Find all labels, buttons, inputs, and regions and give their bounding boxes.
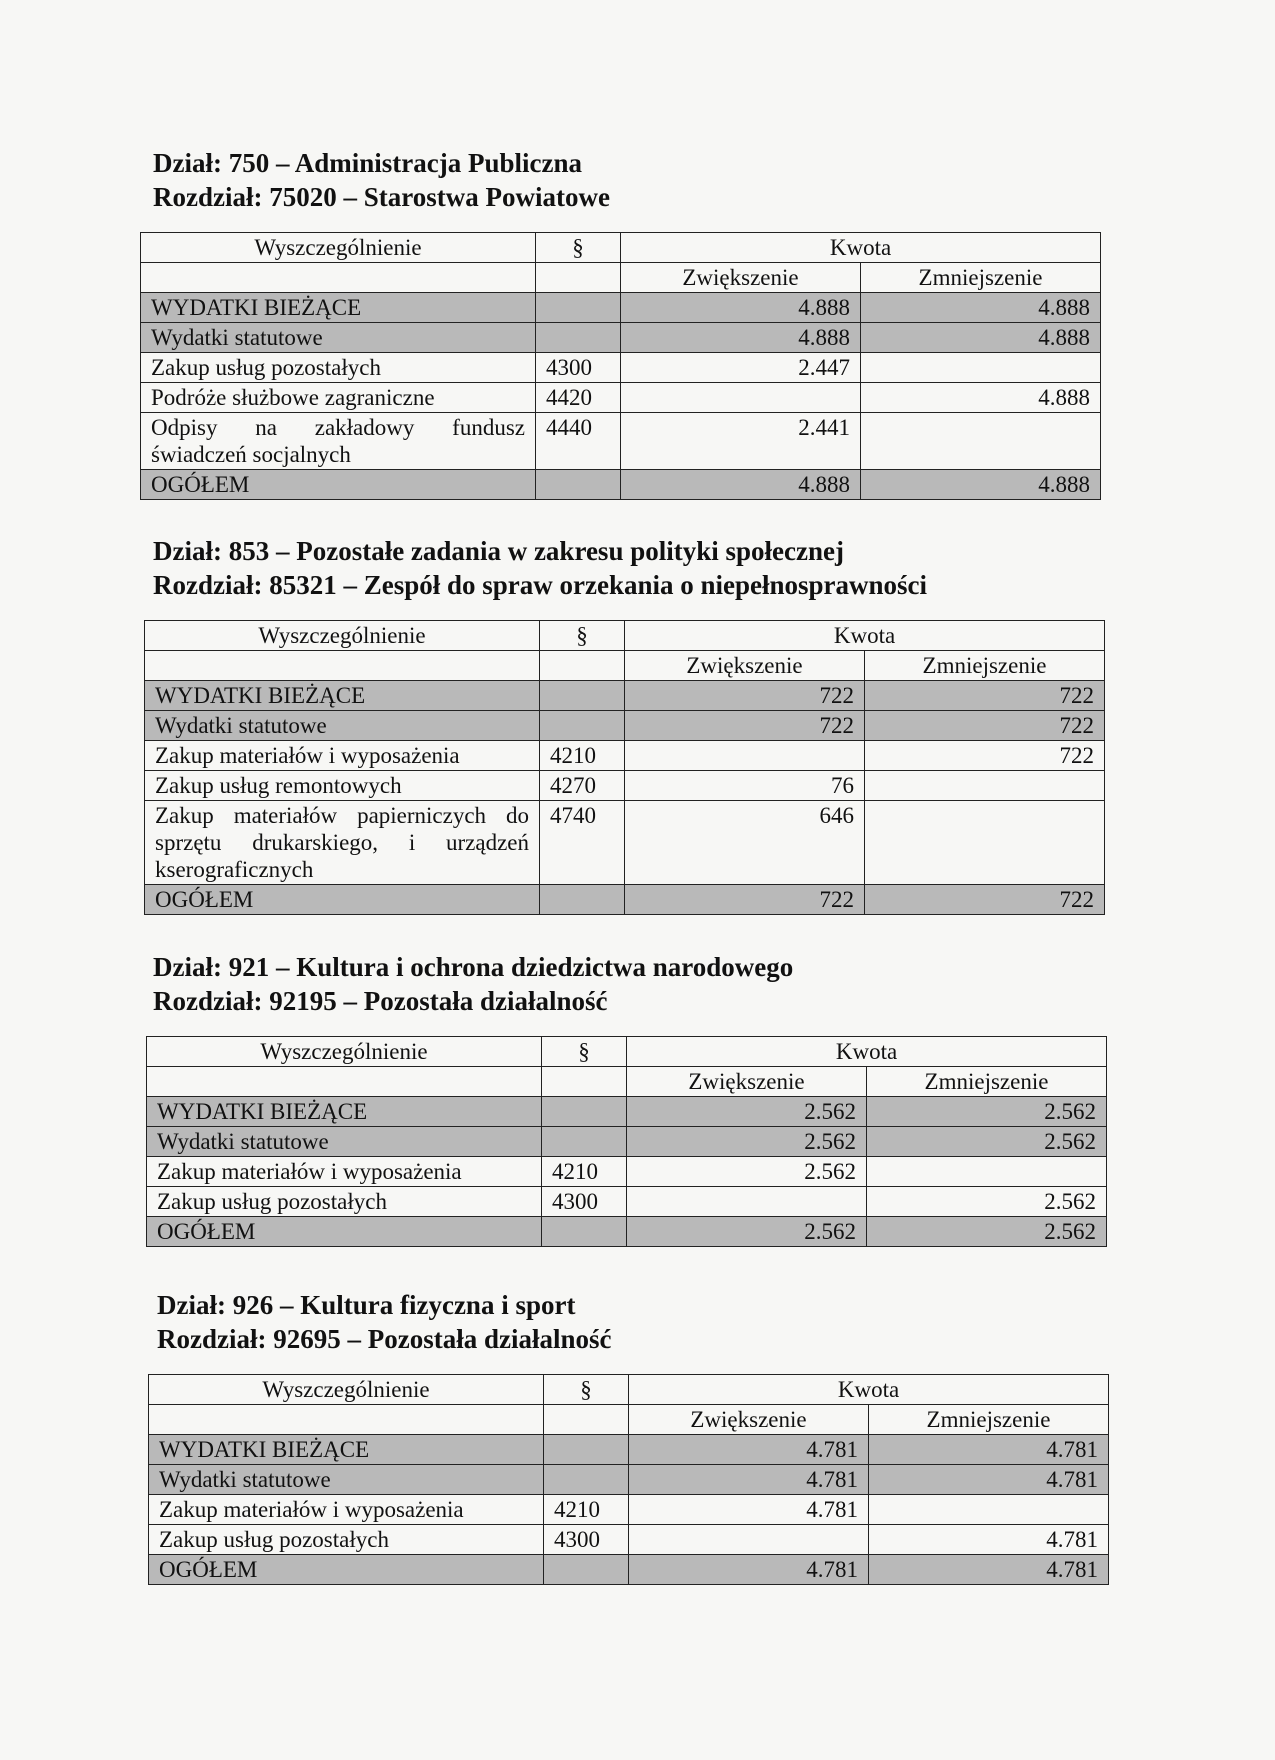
row-decrease — [865, 771, 1105, 801]
row-para: 4300 — [536, 353, 621, 383]
table-row — [147, 1157, 1107, 1187]
row-decrease: 2.562 — [867, 1187, 1107, 1217]
subheader-empty — [145, 651, 540, 681]
header-increase: Zwiększenie — [625, 651, 865, 681]
row-para — [542, 1097, 627, 1127]
row-desc: Podróże służbowe zagraniczne — [141, 383, 536, 413]
row-decrease: 4.781 — [869, 1555, 1109, 1585]
header-amount: Kwota — [621, 233, 1101, 263]
header-decrease: Zmniejszenie — [861, 263, 1101, 293]
row-para: 4300 — [542, 1187, 627, 1217]
header-decrease: Zmniejszenie — [867, 1067, 1107, 1097]
table-row — [147, 1127, 1107, 1157]
budget-table-926 — [148, 1374, 1109, 1585]
table-row — [147, 1187, 1107, 1217]
table-row-total — [147, 1217, 1107, 1247]
table-row — [145, 771, 1105, 801]
subheader-empty — [536, 263, 621, 293]
row-decrease: 2.562 — [867, 1097, 1107, 1127]
row-desc: Zakup materiałów i wyposażenia — [145, 741, 540, 771]
budget-table-750 — [140, 232, 1101, 500]
row-desc: Zakup usług pozostałych — [149, 1525, 544, 1555]
row-desc: OGÓŁEM — [147, 1217, 542, 1247]
header-amount: Kwota — [625, 621, 1105, 651]
table-row — [145, 741, 1105, 771]
row-increase: 4.888 — [621, 470, 861, 500]
row-increase: 2.447 — [621, 353, 861, 383]
row-desc: Zakup usług pozostałych — [141, 353, 536, 383]
row-para: 4740 — [540, 801, 625, 885]
row-desc: Wydatki statutowe — [145, 711, 540, 741]
row-para: 4210 — [540, 741, 625, 771]
dzial-heading: Dział: 853 – Pozostałe zadania w zakresu polityki społecznej — [153, 536, 844, 566]
row-desc: Zakup materiałów papierniczych do sprzętu drukarskiego, i urządzeń kserograficznych — [145, 801, 540, 885]
row-decrease: 4.781 — [869, 1525, 1109, 1555]
row-para — [536, 470, 621, 500]
row-para — [542, 1217, 627, 1247]
row-increase: 4.781 — [629, 1495, 869, 1525]
row-para: 4210 — [544, 1495, 629, 1525]
table-header-row — [141, 233, 1101, 263]
row-increase: 4.888 — [621, 323, 861, 353]
row-decrease — [861, 413, 1101, 470]
header-amount: Kwota — [629, 1375, 1109, 1405]
rozdzial-heading: Rozdział: 85321 – Zespół do spraw orzekania o niepełnosprawności — [153, 570, 928, 600]
header-decrease: Zmniejszenie — [869, 1405, 1109, 1435]
dzial-heading: Dział: 926 – Kultura fizyczna i sport — [157, 1290, 576, 1320]
row-increase — [621, 383, 861, 413]
rozdzial-heading: Rozdział: 92695 – Pozostała działalność — [157, 1324, 612, 1354]
row-desc: Zakup materiałów i wyposażenia — [149, 1495, 544, 1525]
row-desc: Zakup materiałów i wyposażenia — [147, 1157, 542, 1187]
table-subheader-row — [147, 1067, 1107, 1097]
rozdzial-heading: Rozdział: 75020 – Starostwa Powiatowe — [153, 182, 610, 212]
subheader-empty — [141, 263, 536, 293]
row-increase: 722 — [625, 681, 865, 711]
row-increase — [627, 1187, 867, 1217]
header-desc: Wyszczególnienie — [145, 621, 540, 651]
row-decrease: 4.888 — [861, 293, 1101, 323]
table-row — [147, 1097, 1107, 1127]
section-853 — [153, 534, 927, 602]
row-para — [542, 1127, 627, 1157]
table-row-total — [145, 885, 1105, 915]
row-decrease: 4.781 — [869, 1435, 1109, 1465]
header-decrease: Zmniejszenie — [865, 651, 1105, 681]
subheader-empty — [149, 1405, 544, 1435]
row-decrease — [861, 353, 1101, 383]
row-decrease — [867, 1157, 1107, 1187]
row-decrease — [869, 1495, 1109, 1525]
header-para: § — [544, 1375, 629, 1405]
section-921 — [153, 950, 793, 1018]
row-decrease: 722 — [865, 711, 1105, 741]
budget-table-853 — [144, 620, 1105, 915]
table-header-row — [149, 1375, 1109, 1405]
row-desc: OGÓŁEM — [141, 470, 536, 500]
row-para — [544, 1435, 629, 1465]
table-row — [145, 681, 1105, 711]
table-header-row — [145, 621, 1105, 651]
row-decrease: 4.888 — [861, 383, 1101, 413]
row-para — [540, 885, 625, 915]
budget-table-921 — [146, 1036, 1107, 1247]
row-increase: 4.781 — [629, 1465, 869, 1495]
table-row — [141, 383, 1101, 413]
row-desc: Odpisy na zakładowy fundusz świadczeń socjalnych — [141, 413, 536, 470]
table-row — [149, 1435, 1109, 1465]
header-increase: Zwiększenie — [621, 263, 861, 293]
table-row — [149, 1465, 1109, 1495]
table-row — [149, 1525, 1109, 1555]
table-subheader-row — [149, 1405, 1109, 1435]
row-para — [540, 681, 625, 711]
table-row-total — [141, 470, 1101, 500]
row-increase: 4.888 — [621, 293, 861, 323]
table-row-total — [149, 1555, 1109, 1585]
row-increase: 722 — [625, 885, 865, 915]
row-desc: Wydatki statutowe — [147, 1127, 542, 1157]
header-para: § — [536, 233, 621, 263]
row-desc: Zakup usług remontowych — [145, 771, 540, 801]
row-decrease: 2.562 — [867, 1217, 1107, 1247]
dzial-heading: Dział: 750 – Administracja Publiczna — [153, 148, 582, 178]
row-increase: 2.562 — [627, 1157, 867, 1187]
table-subheader-row — [145, 651, 1105, 681]
row-desc: WYDATKI BIEŻĄCE — [147, 1097, 542, 1127]
header-desc: Wyszczególnienie — [147, 1037, 542, 1067]
row-desc: Wydatki statutowe — [141, 323, 536, 353]
row-increase — [625, 741, 865, 771]
row-para — [536, 293, 621, 323]
row-desc: WYDATKI BIEŻĄCE — [149, 1435, 544, 1465]
row-increase: 76 — [625, 771, 865, 801]
row-para: 4210 — [542, 1157, 627, 1187]
row-para: 4300 — [544, 1525, 629, 1555]
row-para — [536, 323, 621, 353]
row-decrease: 722 — [865, 885, 1105, 915]
row-para: 4270 — [540, 771, 625, 801]
row-increase: 2.562 — [627, 1217, 867, 1247]
row-increase — [629, 1525, 869, 1555]
row-increase: 4.781 — [629, 1435, 869, 1465]
table-subheader-row — [141, 263, 1101, 293]
section-926 — [157, 1288, 611, 1356]
header-increase: Zwiększenie — [629, 1405, 869, 1435]
row-desc: WYDATKI BIEŻĄCE — [141, 293, 536, 323]
table-row — [141, 353, 1101, 383]
header-amount: Kwota — [627, 1037, 1107, 1067]
subheader-empty — [542, 1067, 627, 1097]
rozdzial-heading: Rozdział: 92195 – Pozostała działalność — [153, 986, 608, 1016]
row-decrease — [865, 801, 1105, 885]
table-row — [141, 293, 1101, 323]
header-para: § — [542, 1037, 627, 1067]
row-decrease: 4.888 — [861, 470, 1101, 500]
header-increase: Zwiększenie — [627, 1067, 867, 1097]
row-desc: OGÓŁEM — [149, 1555, 544, 1585]
row-para: 4440 — [536, 413, 621, 470]
row-decrease: 722 — [865, 681, 1105, 711]
subheader-empty — [540, 651, 625, 681]
row-desc: Zakup usług pozostałych — [147, 1187, 542, 1217]
header-desc: Wyszczególnienie — [141, 233, 536, 263]
row-increase: 2.562 — [627, 1097, 867, 1127]
table-row — [149, 1495, 1109, 1525]
table-row — [141, 323, 1101, 353]
header-para: § — [540, 621, 625, 651]
subheader-empty — [544, 1405, 629, 1435]
row-decrease: 722 — [865, 741, 1105, 771]
row-para — [544, 1465, 629, 1495]
header-desc: Wyszczególnienie — [149, 1375, 544, 1405]
row-desc: Wydatki statutowe — [149, 1465, 544, 1495]
row-increase: 2.562 — [627, 1127, 867, 1157]
table-row — [145, 711, 1105, 741]
row-increase: 646 — [625, 801, 865, 885]
row-decrease: 4.781 — [869, 1465, 1109, 1495]
row-decrease: 2.562 — [867, 1127, 1107, 1157]
row-increase: 4.781 — [629, 1555, 869, 1585]
dzial-heading: Dział: 921 – Kultura i ochrona dziedzictwa narodowego — [153, 952, 794, 982]
row-para — [544, 1555, 629, 1585]
row-increase: 722 — [625, 711, 865, 741]
row-desc: WYDATKI BIEŻĄCE — [145, 681, 540, 711]
row-decrease: 4.888 — [861, 323, 1101, 353]
row-para — [540, 711, 625, 741]
subheader-empty — [147, 1067, 542, 1097]
section-750 — [153, 146, 610, 214]
table-header-row — [147, 1037, 1107, 1067]
row-para: 4420 — [536, 383, 621, 413]
table-row — [145, 801, 1105, 885]
row-increase: 2.441 — [621, 413, 861, 470]
row-desc: OGÓŁEM — [145, 885, 540, 915]
table-row — [141, 413, 1101, 470]
